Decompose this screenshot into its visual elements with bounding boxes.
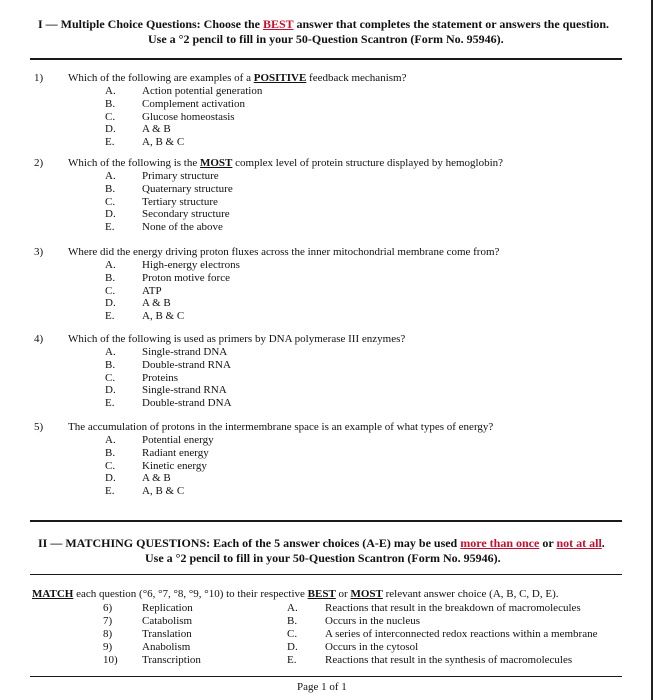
question-number: 4): [34, 333, 44, 345]
match-number: 7): [103, 615, 113, 627]
section2-subtitle: Use a °2 pencil to fill in your 50-Question Scantron (Form No. 95946).: [145, 551, 501, 565]
best-word: BEST: [307, 588, 336, 600]
match-number: 8): [103, 628, 113, 640]
match-term: Anabolism: [142, 641, 191, 653]
match-instr-a: each question (°6, °7, °8, °9, °10) to their respective: [73, 588, 308, 600]
question-emphasis: POSITIVE: [253, 72, 307, 84]
question-stem: [68, 246, 499, 258]
option-letter: C.: [105, 284, 116, 297]
option-text: Complement activation: [142, 97, 245, 110]
answer-letter: C.: [287, 628, 298, 640]
question-stem: [68, 333, 405, 345]
option-text: A, B & C: [142, 310, 185, 323]
section1-subtitle: Use a °2 pencil to fill in your 50-Question Scantron (Form No. 95946).: [148, 32, 504, 46]
option-letter: A.: [105, 346, 116, 358]
option-text: A & B: [142, 123, 171, 136]
match-instr-or: or: [335, 588, 351, 600]
option-text: Proteins: [142, 371, 179, 384]
option-letter: D.: [105, 384, 116, 397]
match-term: Replication: [142, 602, 193, 614]
match-term: Catabolism: [142, 615, 193, 627]
option-letter: B.: [105, 182, 116, 195]
section2-title: [38, 536, 605, 551]
section2-title-end: .: [601, 536, 605, 550]
option-text: Single-strand RNA: [142, 384, 227, 397]
section2-title-or: or: [539, 536, 557, 550]
option-text: A & B: [142, 297, 171, 310]
option-letter: D.: [105, 472, 116, 485]
option-text: A, B & C: [142, 136, 185, 149]
answer-choice: Reactions that result in the synthesis of macromolecules: [325, 654, 573, 666]
option-text: Kinetic energy: [142, 459, 207, 472]
match-term: Translation: [142, 628, 192, 640]
option-letter: E.: [105, 397, 115, 410]
option-letter: C.: [105, 371, 116, 384]
option-letter: B.: [105, 358, 116, 371]
option-letter: A.: [105, 259, 116, 271]
option-letter: A.: [105, 85, 116, 97]
option-letter: C.: [105, 459, 116, 472]
divider: [30, 574, 622, 575]
most-word: MOST: [350, 588, 383, 600]
option-letter: E.: [105, 485, 115, 498]
option-text: Double-strand RNA: [142, 358, 231, 371]
divider: [30, 520, 622, 522]
section1-title-suffix: answer that completes the statement or answers the question.: [293, 17, 609, 31]
option-letter: D.: [105, 208, 116, 221]
answer-letter: A.: [287, 602, 298, 614]
option-text: Double-strand DNA: [142, 397, 232, 410]
question-text: Where did the energy driving proton fluxes across the inner mitochondrial membrane come from?: [68, 246, 500, 258]
option-text: High-energy electrons: [142, 259, 240, 271]
option-text: Proton motive force: [142, 271, 230, 284]
section2-emph-not-at-all: not at all: [556, 536, 602, 550]
match-instr-b: relevant answer choice (A, B, C, D, E).: [382, 588, 559, 600]
page-number: Page 1 of 1: [297, 681, 347, 693]
answer-letter: E.: [287, 654, 297, 666]
match-number: 6): [103, 602, 113, 614]
question-text: Which of the following are examples of a: [68, 72, 254, 84]
question-number: 3): [34, 246, 44, 258]
option-letter: A.: [105, 434, 116, 446]
option-text: Glucose homeostasis: [142, 110, 235, 123]
option-text: A & B: [142, 472, 171, 485]
question-text: Which of the following is the: [68, 157, 200, 169]
option-text: Potential energy: [142, 434, 214, 446]
section1-title-emph: BEST: [263, 17, 294, 31]
option-letter: D.: [105, 123, 116, 136]
option-letter: B.: [105, 97, 116, 110]
divider: [30, 676, 622, 677]
section1-title: [38, 17, 609, 32]
option-text: Primary structure: [142, 170, 219, 182]
question-text: Which of the following is used as primers by DNA polymerase III enzymes?: [68, 333, 406, 345]
section2-title-prefix: II — MATCHING QUESTIONS: Each of the 5 answer choices (A-E) may be used: [38, 536, 461, 550]
option-text: ATP: [142, 284, 162, 297]
option-text: Tertiary structure: [142, 195, 218, 208]
section1-title-prefix: I — Multiple Choice Questions: Choose the: [38, 17, 263, 31]
question-stem: [68, 421, 493, 433]
option-letter: E.: [105, 136, 115, 149]
question-text: complex level of protein structure displayed by hemoglobin?: [232, 157, 504, 169]
option-letter: D.: [105, 297, 116, 310]
match-term: Transcription: [142, 654, 201, 666]
option-letter: C.: [105, 110, 116, 123]
option-letter: C.: [105, 195, 116, 208]
answer-choice: A series of interconnected redox reactions within a membrane: [325, 628, 598, 640]
answer-choice: Occurs in the cytosol: [325, 641, 419, 653]
question-number: 5): [34, 421, 44, 433]
match-number: 10): [103, 654, 118, 666]
match-word: MATCH: [32, 588, 74, 600]
question-stem: [68, 157, 503, 169]
question-number: 1): [34, 72, 44, 84]
match-instructions: [32, 588, 559, 600]
question-stem: [68, 72, 406, 84]
question-number: 2): [34, 157, 44, 169]
option-letter: B.: [105, 271, 116, 284]
option-text: Quaternary structure: [142, 182, 233, 195]
option-text: Action potential generation: [142, 85, 263, 97]
question-text: feedback mechanism?: [306, 72, 407, 84]
question-emphasis: MOST: [199, 157, 233, 169]
option-text: Secondary structure: [142, 208, 230, 221]
match-number: 9): [103, 641, 113, 653]
option-text: A, B & C: [142, 485, 185, 498]
divider: [30, 58, 622, 60]
answer-letter: B.: [287, 615, 298, 627]
section2-emph-more-than-once: more than once: [460, 536, 540, 550]
question-text: The accumulation of protons in the intermembrane space is an example of what types of energy?: [68, 421, 494, 433]
answer-choice: Occurs in the nucleus: [325, 615, 420, 627]
option-text: Single-strand DNA: [142, 346, 228, 358]
option-text: Radiant energy: [142, 446, 209, 459]
option-letter: E.: [105, 310, 115, 323]
option-letter: B.: [105, 446, 116, 459]
answer-choice: Reactions that result in the breakdown of macromolecules: [325, 602, 581, 614]
option-text: None of the above: [142, 221, 223, 234]
option-letter: E.: [105, 221, 115, 234]
option-letter: A.: [105, 170, 116, 182]
answer-letter: D.: [287, 641, 298, 653]
